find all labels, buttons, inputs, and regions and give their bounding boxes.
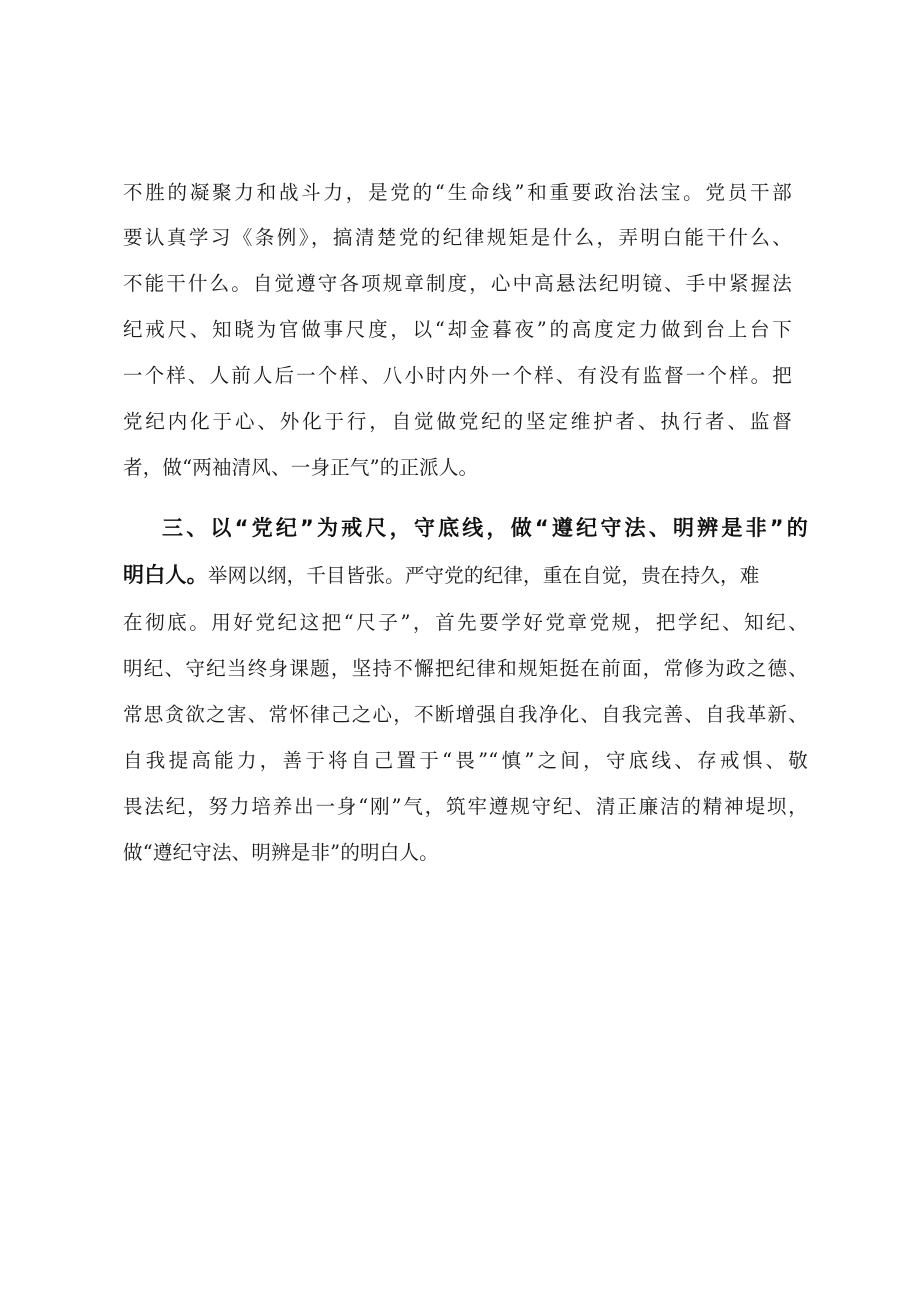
paragraph-2-line-4: 明纪、守纪当终身课题，坚持不懈把纪律和规矩挺在前面，常修为政之德、: [123, 657, 808, 680]
paragraph-1-line-2: 要认真学习《条例》，搞清楚党的纪律规矩是什么，弄明白能干什么、: [123, 226, 792, 249]
paragraph-2-line-3: 在彻底。用好党纪这把“尺子”，首先要学好党章党规，把学纪、知纪、: [123, 611, 808, 634]
paragraph-1-line-5: 一个样、人前人后一个样、八小时内外一个样、有没有监督一个样。把: [123, 364, 792, 387]
paragraph-1-line-1: 不胜的凝聚力和战斗力，是党的“生命线”和重要政治法宝。党员干部: [123, 181, 792, 204]
paragraph-2-line-2-text: 举网以纲，千目皆张。严守党的纪律，重在自觉，贵在持久，难: [207, 564, 760, 587]
section-heading-line-2: 明白人。: [123, 563, 208, 587]
paragraph-2-line-2: [123, 563, 808, 588]
paragraph-2-line-7: 畏法纪，努力培养出一身“刚”气，筑牢遵规守纪、清正廉洁的精神堤坝，: [123, 795, 808, 818]
paragraph-1-line-3: 不能干什么。自觉遵守各项规章制度，心中高悬法纪明镜、手中紧握法: [123, 272, 792, 295]
paragraph-1-line-7: 者，做“两袖清风、一身正气”的正派人。: [123, 456, 479, 479]
paragraph-1-line-4: 纪戒尺、知晓为官做事尺度，以“却金暮夜”的高度定力做到台上台下: [123, 318, 792, 341]
paragraph-1-line-6: 党纪内化于心、外化于行，自觉做党纪的坚定维护者、执行者、监督: [123, 410, 792, 433]
paragraph-2-line-6: 自我提高能力，善于将自己置于“畏”“慎”之间，守底线、存戒惧、敬: [123, 749, 808, 772]
paragraph-2-line-5: 常思贪欲之害、常怀律己之心，不断增强自我净化、自我完善、自我革新、: [123, 703, 808, 726]
section-heading-line-1: 三、以“党纪”为戒尺，守底线，做“遵纪守法、明辨是非”的: [162, 516, 808, 540]
paragraph-2-line-8: 做“遵纪守法、明辨是非”的明白人。: [123, 841, 439, 864]
